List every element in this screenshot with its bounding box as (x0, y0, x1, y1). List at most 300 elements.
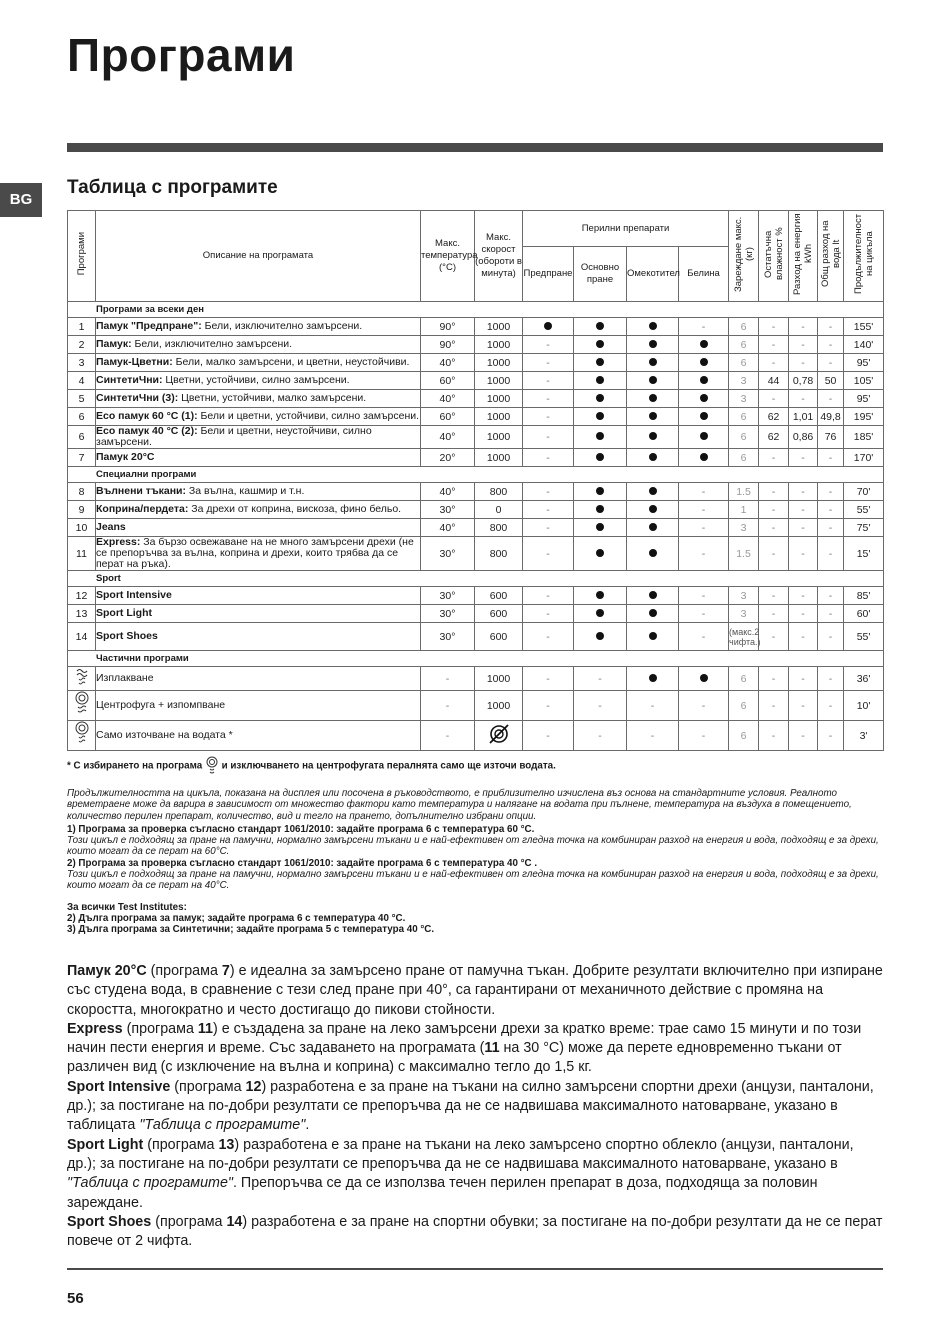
cell-speed: 1000 (475, 667, 523, 691)
note1-text: Този цикъл е подходящ за пране на памучни, нормално замърсени тъкани и е най-ефективен от гледна точка на комбиниран разход на енергия и вода, подходящ е за дрехи, които могат да се перат на 60°C. (67, 835, 879, 858)
cell-time: 140' (844, 336, 884, 354)
cell-water: - (818, 721, 844, 751)
table-row (68, 501, 884, 519)
cell-hum: - (759, 501, 789, 519)
cell-speed: 1000 (475, 449, 523, 467)
dot-icon (574, 336, 627, 354)
cell-pre: - (523, 390, 574, 408)
program-number: 8 (68, 483, 96, 501)
cell-hum: 62 (759, 426, 789, 449)
cell-water: - (818, 519, 844, 537)
dot-icon (627, 537, 679, 571)
table-row (68, 691, 884, 721)
cell-load: 3 (729, 587, 759, 605)
cell-load: 6 (729, 691, 759, 721)
cell-water: - (818, 691, 844, 721)
dot-icon (627, 587, 679, 605)
program-description (96, 483, 421, 501)
section-header-row (68, 571, 884, 587)
program-number: 6 (68, 408, 96, 426)
dot-icon (679, 354, 729, 372)
dot-icon (574, 483, 627, 501)
section-header-row (68, 467, 884, 483)
program-name: СинтетиЧни (3): (96, 392, 179, 404)
program-description (96, 426, 421, 449)
cell-bleach: - (679, 318, 729, 336)
cell-energy: - (789, 318, 818, 336)
table-row (68, 354, 884, 372)
rinse-icon (68, 667, 96, 691)
program-name: Sport Intensive (96, 589, 172, 601)
cell-time: 155' (844, 318, 884, 336)
dot-icon (627, 449, 679, 467)
program-descriptions (67, 962, 883, 1251)
header-water: Общ разход на вода lt (818, 211, 844, 302)
cell-temp: 40° (421, 519, 475, 537)
program-description (96, 372, 421, 390)
cell-water: - (818, 605, 844, 623)
dot-icon (627, 318, 679, 336)
header-prewash: Предпране (523, 247, 574, 302)
cell-pre: - (523, 483, 574, 501)
program-name: Jeans (96, 521, 126, 533)
cell-water: 50 (818, 372, 844, 390)
programs-table (67, 210, 884, 751)
dot-icon (679, 390, 729, 408)
paragraph-sport-intensive: Sport Intensive (програма 12) разработена е за пране на тъкани на силно замърсени спортни дрехи (анцузи, панталони, др.); за постигане на по-добри резултати се препоръчва да не се надвишава максималното натоварване, указано в таблицата "Таблица с програмите". (67, 1078, 874, 1134)
cell-energy: 0,86 (789, 426, 818, 449)
cell-time: 95' (844, 390, 884, 408)
cell-energy: - (789, 623, 818, 651)
header-max-speed: Макс. скорост (обороти в минута) (475, 211, 523, 302)
cell-time: 55' (844, 501, 884, 519)
cell-hum: - (759, 587, 789, 605)
cell-speed: 1000 (475, 408, 523, 426)
cell-energy: 1,01 (789, 408, 818, 426)
program-description (96, 501, 421, 519)
cell-time: 95' (844, 354, 884, 372)
cell-bleach: - (679, 605, 729, 623)
paragraph-cotton20: Памук 20°C (програма 7) е идеална за замърсено пране от памучна тъкан. Добрите резултати включително при изпиране със студена вода, в сравнение с тези след пране при 40°, са гарантирани от механичното действие с промяна на скоростта, многократно и често достигащо до пикови стойности. (67, 963, 883, 1018)
cell-water: - (818, 336, 844, 354)
section-title: Програми за всеки ден (68, 302, 884, 318)
dot-icon (574, 623, 627, 651)
cell-temp: 30° (421, 605, 475, 623)
program-detail: Цветни, устойчиви, малко замърсени. (178, 392, 367, 404)
section-header-row (68, 651, 884, 667)
dot-icon (627, 501, 679, 519)
cell-temp: 40° (421, 483, 475, 501)
dot-icon (627, 408, 679, 426)
dot-icon (679, 372, 729, 390)
header-max-temp: Макс. температура (°C) (421, 211, 475, 302)
cell-temp: 20° (421, 449, 475, 467)
table-row (68, 426, 884, 449)
cell-speed: 1000 (475, 318, 523, 336)
dot-icon (574, 318, 627, 336)
cell-load: 3 (729, 372, 759, 390)
program-description (96, 623, 421, 651)
header-duration: Продължителност на цикъла (844, 211, 884, 302)
dot-icon (627, 354, 679, 372)
cell-speed: 1000 (475, 372, 523, 390)
paragraph-sport-shoes: Sport Shoes (програма 14) разработена е за пране на спортни обувки; за постигане на по-добри резултати да не се перат повече от 2 чифта. (67, 1213, 883, 1250)
table-row (68, 390, 884, 408)
program-number: 12 (68, 587, 96, 605)
cell-hum: - (759, 519, 789, 537)
cell-energy: - (789, 587, 818, 605)
program-number: 14 (68, 623, 96, 651)
cell-temp: - (421, 691, 475, 721)
table-row (68, 318, 884, 336)
header-bleach: Белина (679, 247, 729, 302)
program-number: 6 (68, 426, 96, 449)
cell-speed: 800 (475, 537, 523, 571)
dot-icon (627, 605, 679, 623)
program-name: Express: (96, 536, 141, 548)
cell-pre: - (523, 449, 574, 467)
cell-load: 6 (729, 667, 759, 691)
cell-water: - (818, 354, 844, 372)
page-title: Програми (67, 29, 296, 81)
program-description (96, 587, 421, 605)
cell-load: 1.5 (729, 483, 759, 501)
nospin-icon (475, 721, 523, 751)
cell-main: - (574, 691, 627, 721)
cell-soft: - (627, 691, 679, 721)
dot-icon (574, 537, 627, 571)
program-name: Eco памук 60 °C (1): (96, 410, 198, 422)
program-detail: Бели, изключително замърсени. (131, 338, 293, 350)
cell-bleach: - (679, 519, 729, 537)
test-note-2: 3) Дълга програма за Синтетични; задайте програма 5 с температура 40 °C. (67, 924, 435, 936)
cell-temp: 40° (421, 354, 475, 372)
dot-icon (679, 667, 729, 691)
cell-temp: 30° (421, 587, 475, 605)
dot-icon (574, 501, 627, 519)
program-name: Eco памук 40 °C (2): (96, 425, 198, 437)
cell-hum: - (759, 667, 789, 691)
table-row (68, 537, 884, 571)
cell-hum: - (759, 390, 789, 408)
program-description (96, 390, 421, 408)
section-title: Частични програми (68, 651, 884, 667)
cell-bleach: - (679, 623, 729, 651)
table-row (68, 587, 884, 605)
note1-title: 1) Програма за проверка съгласно стандарт 1061/2010: задайте програма 6 с температура 60 °C. (67, 823, 535, 835)
cell-time: 3' (844, 721, 884, 751)
cell-temp: 60° (421, 372, 475, 390)
cell-bleach: - (679, 691, 729, 721)
cell-temp: 90° (421, 336, 475, 354)
dot-icon (523, 318, 574, 336)
program-name: Памук-Цветни: (96, 356, 173, 368)
program-name: Памук "Предпране": (96, 320, 202, 332)
cell-hum: - (759, 336, 789, 354)
cell-energy: - (789, 354, 818, 372)
program-name: Sport Shoes (96, 630, 158, 642)
cell-time: 85' (844, 587, 884, 605)
dot-icon (627, 372, 679, 390)
cell-water: - (818, 449, 844, 467)
program-detail: За дрехи от коприна, вискоза, фино бельо. (188, 503, 402, 515)
cell-main: - (574, 667, 627, 691)
dot-icon (574, 372, 627, 390)
header-max-load: Зареждане макс. (кг) (729, 211, 759, 302)
cell-bleach: - (679, 721, 729, 751)
cell-speed: 1000 (475, 354, 523, 372)
program-detail: Бели и цветни, неустойчиви, силно замърсени. (96, 425, 372, 448)
drain-icon (68, 721, 96, 751)
cell-hum: - (759, 721, 789, 751)
cell-pre: - (523, 623, 574, 651)
cell-water: - (818, 318, 844, 336)
program-description (96, 318, 421, 336)
cell-temp: 30° (421, 623, 475, 651)
cell-pre: - (523, 519, 574, 537)
cell-load: 1.5 (729, 537, 759, 571)
cell-load: 6 (729, 336, 759, 354)
duration-note: Продължителността на цикъла, показана на дисплея или посочена в ръководството, е приблизително изчислена въз основа на стандартните условия. Реалното времетраене може да варира в зависимост от множество фактори като температура и налягане на водата при пълнене, температура на въздуха в помещението, количество перилен препарат, количество, вид и тегло на прането, допълнително избрани опции. (67, 788, 852, 822)
cell-time: 10' (844, 691, 884, 721)
cell-bleach: - (679, 501, 729, 519)
dot-icon (574, 354, 627, 372)
cell-pre: - (523, 667, 574, 691)
program-number: 10 (68, 519, 96, 537)
cell-water: 49,8 (818, 408, 844, 426)
program-detail: Изплакване (96, 672, 154, 684)
table-row (68, 408, 884, 426)
dot-icon (627, 426, 679, 449)
cell-time: 15' (844, 537, 884, 571)
cell-temp: 40° (421, 426, 475, 449)
cell-energy: - (789, 605, 818, 623)
dot-icon (627, 390, 679, 408)
language-tab: BG (0, 183, 42, 217)
program-number: 5 (68, 390, 96, 408)
dot-icon (627, 667, 679, 691)
cell-energy: - (789, 537, 818, 571)
cell-pre: - (523, 537, 574, 571)
cell-speed: 800 (475, 483, 523, 501)
program-description (96, 354, 421, 372)
cell-water: - (818, 537, 844, 571)
section-header-row (68, 302, 884, 318)
cell-time: 195' (844, 408, 884, 426)
cell-temp: 40° (421, 390, 475, 408)
cell-hum: - (759, 449, 789, 467)
cell-water: - (818, 483, 844, 501)
cell-hum: - (759, 605, 789, 623)
note2-title: 2) Програма за проверка съгласно стандарт 1061/2010: задайте програма 6 с температура 40 °C . (67, 857, 538, 869)
program-name: Sport Light (96, 607, 152, 619)
cell-load: 3 (729, 519, 759, 537)
cell-water: - (818, 667, 844, 691)
cell-load: (макс.2 чифта.) (729, 623, 759, 651)
dot-icon (574, 587, 627, 605)
note2-text: Този цикъл е подходящ за пране на памучни, нормално замърсени тъкани и е най-ефективен от гледна точка на комбиниран разход на енергия и вода, подходящ е за дрехи, които могат да се перат на 40°C. (67, 869, 879, 892)
cell-temp: 60° (421, 408, 475, 426)
section-subtitle: Таблица с програмите (67, 177, 278, 198)
dot-icon (574, 449, 627, 467)
cell-temp: - (421, 721, 475, 751)
cell-time: 36' (844, 667, 884, 691)
dot-icon (574, 605, 627, 623)
cell-time: 70' (844, 483, 884, 501)
cell-water: - (818, 623, 844, 651)
section-title: Специални програми (68, 467, 884, 483)
cell-pre: - (523, 721, 574, 751)
program-number: 9 (68, 501, 96, 519)
cell-load: 1 (729, 501, 759, 519)
cell-energy: - (789, 483, 818, 501)
cell-time: 105' (844, 372, 884, 390)
program-number: 4 (68, 372, 96, 390)
cell-speed: 0 (475, 501, 523, 519)
cell-time: 185' (844, 426, 884, 449)
dot-icon (627, 623, 679, 651)
program-number: 3 (68, 354, 96, 372)
dot-icon (679, 449, 729, 467)
cell-pre: - (523, 691, 574, 721)
program-detail: Само източване на водата * (96, 729, 233, 741)
asterisk-note-start: * С избирането на програма (67, 760, 203, 772)
drain-icon (205, 756, 219, 776)
cell-load: 6 (729, 318, 759, 336)
dot-icon (679, 408, 729, 426)
program-detail: Центрофуга + изпомпване (96, 699, 226, 711)
header-programs: Програми (68, 211, 96, 302)
header-description: Описание на програмата (96, 211, 421, 302)
header-detergents: Перилни препарати (523, 211, 729, 247)
program-detail: Цветни, устойчиви, силно замърсени. (162, 374, 350, 386)
program-number: 1 (68, 318, 96, 336)
table-row (68, 372, 884, 390)
cell-pre: - (523, 501, 574, 519)
header-humidity: Остатъчна влажност % (759, 211, 789, 302)
cell-pre: - (523, 336, 574, 354)
cell-hum: - (759, 354, 789, 372)
dot-icon (679, 426, 729, 449)
cell-speed: 600 (475, 605, 523, 623)
cell-hum: - (759, 318, 789, 336)
cell-speed: 1000 (475, 691, 523, 721)
dot-icon (574, 519, 627, 537)
dot-icon (574, 390, 627, 408)
cell-temp: - (421, 667, 475, 691)
dot-icon (679, 336, 729, 354)
cell-load: 3 (729, 390, 759, 408)
cell-hum: - (759, 483, 789, 501)
program-detail: За бързо освежаване на не много замърсени дрехи (не се препоръчва за вълна, коприна и дрехи, които трябва да се перат на ръка). (96, 536, 414, 570)
cell-speed: 600 (475, 587, 523, 605)
cell-time: 75' (844, 519, 884, 537)
cell-speed: 800 (475, 519, 523, 537)
program-number: 13 (68, 605, 96, 623)
cell-energy: - (789, 721, 818, 751)
cell-speed: 1000 (475, 426, 523, 449)
cell-hum: - (759, 537, 789, 571)
cell-hum: - (759, 691, 789, 721)
cell-speed: 600 (475, 623, 523, 651)
program-number: 7 (68, 449, 96, 467)
dot-icon (574, 426, 627, 449)
header-energy: Разход на енергия kWh (789, 211, 818, 302)
cell-bleach: - (679, 483, 729, 501)
cell-pre: - (523, 408, 574, 426)
cell-energy: - (789, 519, 818, 537)
cell-pre: - (523, 354, 574, 372)
test-title: За всички Test Institutes: (67, 901, 187, 913)
spin-icon (68, 691, 96, 721)
cell-soft: - (627, 721, 679, 751)
cell-pre: - (523, 426, 574, 449)
test-note-1: 2) Дълга програма за памук; задайте програма 6 с температура 40 °C. (67, 912, 406, 924)
cell-main: - (574, 721, 627, 751)
cell-water: - (818, 501, 844, 519)
program-name: Памук 20°C (96, 451, 155, 463)
cell-water: 76 (818, 426, 844, 449)
program-name: СинтетиЧни: (96, 374, 163, 386)
cell-load: 6 (729, 426, 759, 449)
table-row (68, 605, 884, 623)
program-name: Вълнени тъкани: (96, 485, 186, 497)
cell-energy: - (789, 501, 818, 519)
notes-block (67, 756, 883, 936)
program-description (96, 691, 421, 721)
program-detail: Бели, изключително замърсени. (201, 320, 363, 332)
table-row (68, 667, 884, 691)
cell-temp: 90° (421, 318, 475, 336)
program-detail: Бели, малко замърсени, и цветни, неустойчиви. (172, 356, 410, 368)
cell-pre: - (523, 587, 574, 605)
cell-water: - (818, 390, 844, 408)
table-row (68, 519, 884, 537)
program-number: 2 (68, 336, 96, 354)
cell-temp: 30° (421, 537, 475, 571)
cell-temp: 30° (421, 501, 475, 519)
table-row (68, 721, 884, 751)
program-description (96, 721, 421, 751)
cell-time: 55' (844, 623, 884, 651)
cell-energy: 0,78 (789, 372, 818, 390)
paragraph-sport-light: Sport Light (програма 13) разработена е за пране на тъкани на леко замърсено спортно облекло (анцузи, панталони, др.); за постигане на по-добри резултати се препоръчва да не се надвишава максималното натоварване, указано в "Таблица с програмите". Препоръчва се да се използва течен перилен препарат в доза, подходяща за половин зареждане. (67, 1136, 854, 1211)
page-number: 56 (67, 1290, 84, 1307)
table-row (68, 483, 884, 501)
table-row (68, 623, 884, 651)
program-description (96, 336, 421, 354)
cell-time: 170' (844, 449, 884, 467)
dot-icon (627, 519, 679, 537)
cell-time: 60' (844, 605, 884, 623)
paragraph-express: Express (програма 11) е създадена за пране на леко замърсени дрехи за кратко време: трае само 15 минути и по този начин пести енергия и време. Със задаването на програмата (11 на 30 °C) може да перете едновременно тъкани от различен вид (с изключение на вълна и коприна) с максимално тегло до 1,5 кг. (67, 1020, 862, 1076)
cell-speed: 1000 (475, 336, 523, 354)
table-row (68, 449, 884, 467)
cell-pre: - (523, 372, 574, 390)
cell-load: 6 (729, 449, 759, 467)
program-description (96, 537, 421, 571)
program-detail: Бели и цветни, устойчиви, силно замърсени. (197, 410, 420, 422)
cell-hum: - (759, 623, 789, 651)
cell-hum: 44 (759, 372, 789, 390)
footer-divider (67, 1268, 883, 1270)
program-description (96, 605, 421, 623)
program-description (96, 519, 421, 537)
cell-energy: - (789, 390, 818, 408)
program-name: Памук: (96, 338, 132, 350)
cell-bleach: - (679, 587, 729, 605)
table-row (68, 336, 884, 354)
